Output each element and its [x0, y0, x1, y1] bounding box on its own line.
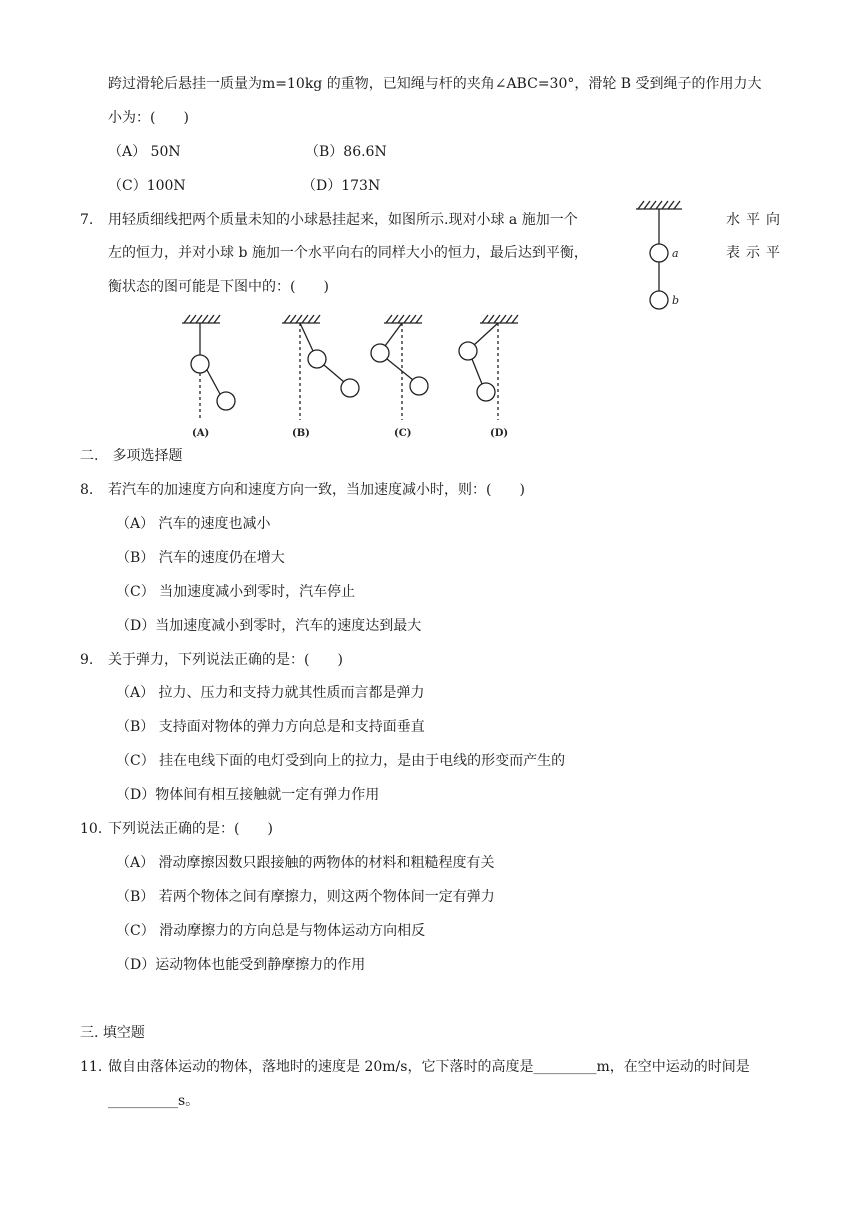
q8-option-d: （D）当加速度减小到零时，汽车的速度达到最大	[116, 618, 422, 634]
q10-stem: 下列说法正确的是：( )	[108, 821, 273, 837]
q10-option-a: （A） 滑动摩擦因数只跟接触的两物体的材料和粗糙程度有关	[116, 855, 495, 871]
q10-option-d: （D）运动物体也能受到静摩擦力的作用	[116, 957, 366, 973]
q7-line2-tail: 表 示 平	[726, 245, 780, 261]
q8-stem: 若汽车的加速度方向和速度方向一致，当加速度减小时，则：( )	[108, 482, 525, 498]
option-d-label: (D)	[490, 428, 509, 439]
q10-option-b: （B） 若两个物体之间有摩擦力，则这两个物体间一定有弹力	[116, 889, 495, 905]
q6-option-c: （C）100N	[108, 178, 186, 194]
ball-b-label: b	[672, 294, 680, 307]
q7-line2: 左的恒力，并对小球 b 施加一个水平向右的同样大小的恒力，最后达到平衡，	[108, 245, 588, 261]
option-c-diagram	[371, 315, 428, 420]
q6-line2: 小为：( )	[108, 110, 189, 126]
q11-number: 11.	[80, 1059, 103, 1075]
q10-number: 10.	[80, 821, 103, 837]
q11-line1: 做自由落体运动的物体，落地时的速度是 20m/s，它下落时的高度是_________m，在空中运动的时间是	[108, 1059, 750, 1075]
q9-option-d: （D）物体间有相互接触就一定有弹力作用	[116, 787, 380, 803]
option-d-diagram	[459, 315, 518, 420]
q8-option-b: （B） 汽车的速度仍在增大	[116, 550, 285, 566]
q7-line3: 衡状态的图可能是下图中的：( )	[108, 279, 329, 295]
q9-number: 9.	[80, 652, 94, 668]
q10-option-c: （C） 滑动摩擦力的方向总是与物体运动方向相反	[116, 923, 426, 939]
q11-line2: __________s。	[108, 1093, 200, 1109]
option-a-diagram	[182, 315, 235, 420]
q7-line1-tail: 水 平 向	[726, 212, 780, 228]
option-b-label: (B)	[292, 428, 310, 439]
ball-a-label: a	[672, 247, 679, 260]
option-b-diagram	[282, 315, 359, 420]
q7-line1: 用轻质细线把两个质量未知的小球悬挂起来，如图所示.现对小球 a 施加一个	[108, 212, 578, 228]
q7-reference-figure	[628, 196, 698, 316]
q7-options-figure	[170, 310, 540, 442]
q8-number: 8.	[80, 482, 94, 498]
option-c-label: (C)	[394, 428, 412, 439]
q9-option-a: （A） 拉力、压力和支持力就其性质而言都是弹力	[116, 685, 425, 701]
q6-line1: 跨过滑轮后悬挂一质量为m=10kg 的重物，已知绳与杆的夹角∠ABC=30°，滑轮 B 受到绳子的作用力大	[108, 76, 762, 92]
section3-title: 三. 填空题	[80, 1025, 145, 1041]
section2-title: 二. 多项选择题	[80, 448, 183, 464]
q6-option-d: （D）173N	[302, 178, 381, 194]
q9-option-b: （B） 支持面对物体的弹力方向总是和支持面垂直	[116, 719, 425, 735]
q8-option-c: （C） 当加速度减小到零时，汽车停止	[116, 584, 356, 600]
q8-option-a: （A） 汽车的速度也减小	[116, 516, 271, 532]
q6-option-b: （B）86.6N	[305, 144, 387, 160]
option-a-label: (A)	[192, 428, 210, 439]
q9-option-c: （C） 挂在电线下面的电灯受到向上的拉力，是由于电线的形变而产生的	[116, 753, 566, 769]
q6-option-a: （A） 50N	[108, 144, 181, 160]
q9-stem: 关于弹力，下列说法正确的是：( )	[108, 652, 343, 668]
q7-number: 7.	[80, 212, 94, 228]
